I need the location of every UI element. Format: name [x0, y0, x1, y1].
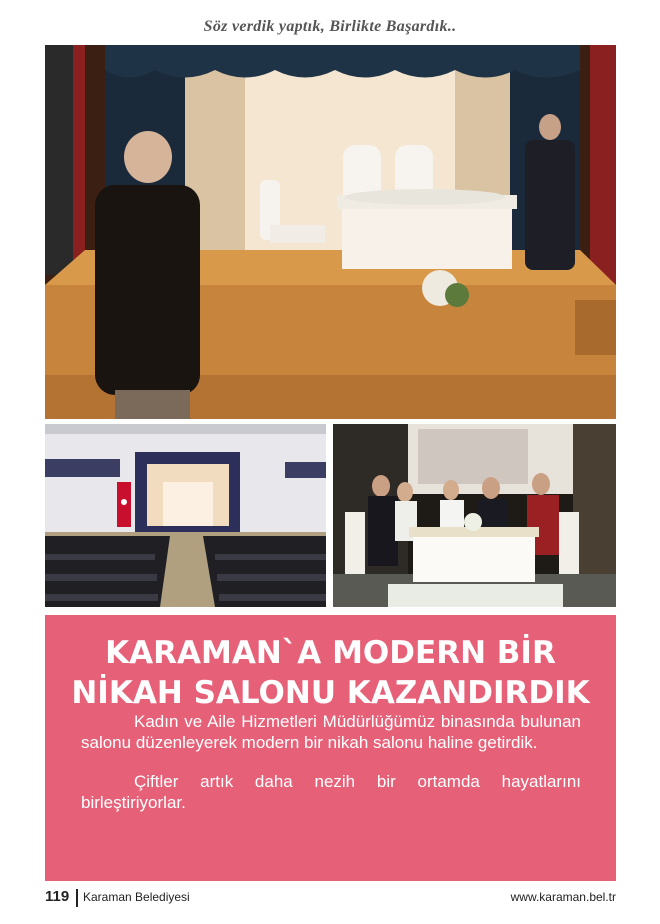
- headline-line-1: KARAMAN`A MODERN BİR: [105, 635, 556, 671]
- page-slogan: Söz verdik yaptık, Birlikte Başardık..: [203, 18, 457, 35]
- organization-name: Karaman Belediyesi: [83, 890, 190, 904]
- hall-seating-photo: [45, 424, 326, 607]
- article-panel: [45, 615, 616, 881]
- article-body: [81, 711, 581, 831]
- stage-photo: [45, 45, 616, 419]
- headline-line-2: NİKAH SALONU KAZANDIRDIK: [71, 675, 590, 711]
- website-link[interactable]: www.karaman.bel.tr: [510, 890, 616, 904]
- article-headline: [45, 633, 616, 713]
- article-paragraph-2: Çiftler artık daha nezih bir ortamda hayatlarını birleştiriyorlar.: [81, 772, 581, 812]
- page-number: 119: [45, 888, 70, 905]
- footer-divider: [76, 889, 78, 907]
- article-paragraph-1: Kadın ve Aile Hizmetleri Müdürlüğümüz binasında bulunan salonu düzenleyerek modern bir nikah salonu haline getirdik.: [81, 712, 581, 752]
- page-footer: [45, 888, 616, 910]
- wedding-ceremony-photo: [333, 424, 616, 607]
